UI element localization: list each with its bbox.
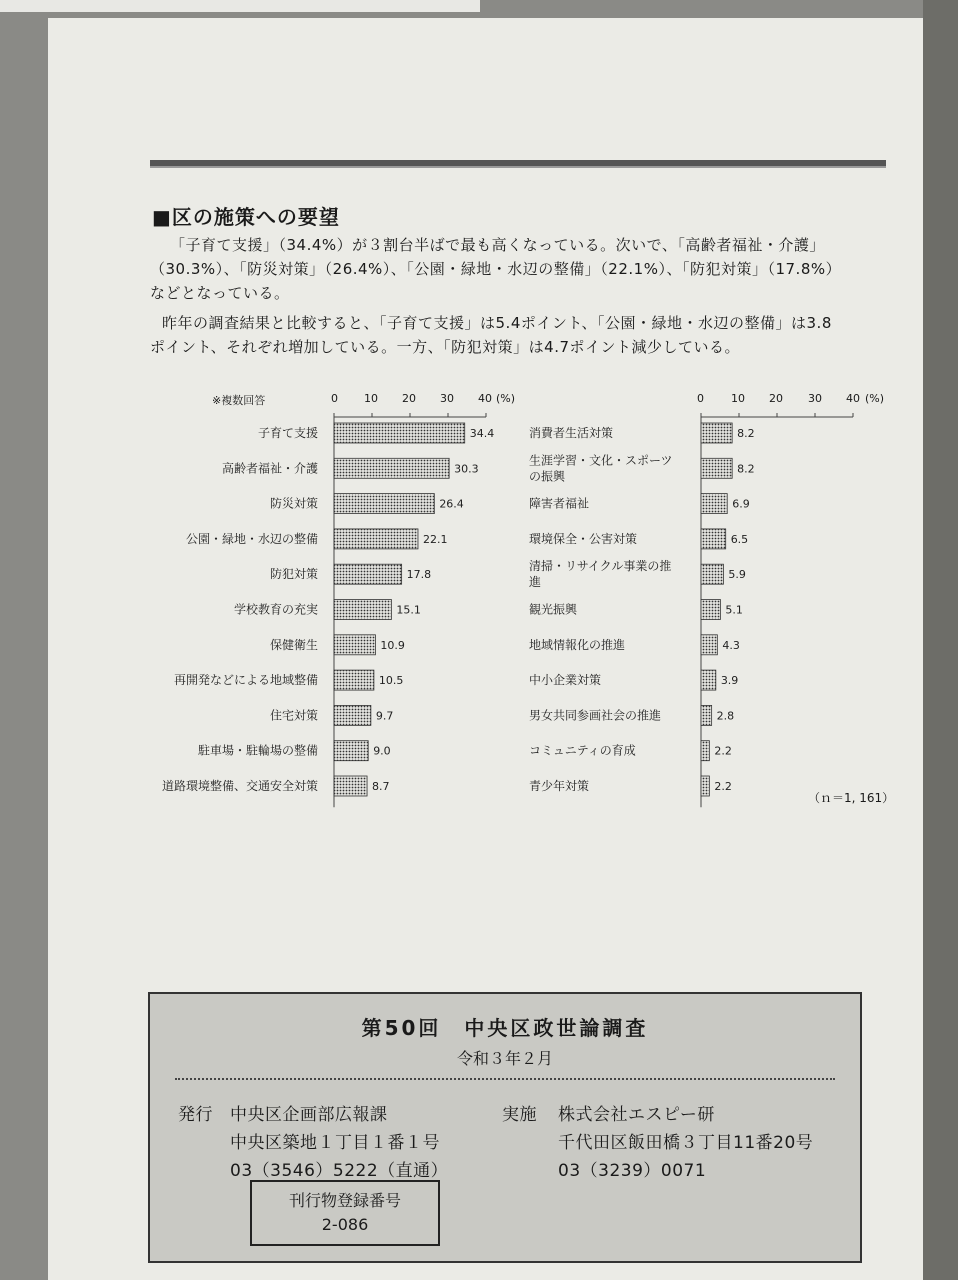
tick-label: 30	[808, 392, 822, 405]
bar-value-label: 5.9	[728, 568, 746, 582]
axis-unit: (%)	[865, 392, 885, 405]
bar	[701, 600, 720, 620]
category-label: 再開発などによる地域整備	[173, 673, 318, 688]
tick-label: 10	[731, 392, 745, 405]
paragraph-line: （30.3%）、「防災対策」（26.4%）、「公園・緑地・水辺の整備」（22.1%）、「防犯対策」（17.8%）	[150, 260, 842, 278]
bar-value-label: 9.7	[375, 709, 394, 723]
chart-note: ※複数回答	[212, 394, 266, 407]
bar-value-label: 4.3	[722, 638, 740, 652]
bar	[701, 423, 732, 443]
registration-number: 2-086	[321, 1215, 369, 1234]
executor-name: 株式会社エスピー研	[558, 1105, 715, 1125]
publisher-label: 発行	[178, 1105, 213, 1125]
bar	[701, 776, 709, 796]
bar-value-label: 6.9	[732, 497, 750, 511]
bar-value-label: 34.4	[469, 427, 495, 440]
category-label: 保健衛生	[269, 637, 318, 652]
bar-value-label: 2.8	[716, 709, 735, 723]
bar-value-label: 2.2	[714, 780, 732, 793]
publisher-name: 中央区企画部広報課	[230, 1105, 388, 1125]
bar	[334, 458, 449, 478]
category-label: 男女共同参画社会の推進	[529, 708, 662, 723]
category-label: 障害者福祉	[529, 496, 590, 511]
bar-value-label: 22.1	[422, 532, 448, 546]
chart-left	[162, 413, 494, 807]
tick-label: 20	[402, 392, 416, 405]
bar	[334, 564, 402, 584]
category-label: 生涯学習・文化・スポーツ	[529, 453, 673, 468]
category-label: コミュニティの育成	[529, 743, 636, 758]
category-label: 消費者生活対策	[529, 426, 614, 440]
tick-label: 0	[331, 392, 338, 405]
paragraph-line: 昨年の調査結果と比較すると、「子育て支援」は5.4ポイント、「公園・緑地・水辺の整備」は3.8	[162, 314, 832, 332]
category-label: 駐車場・駐輪場の整備	[197, 743, 318, 758]
tick-label: 40	[846, 392, 860, 405]
bar-value-label: 8.2	[737, 427, 755, 440]
category-label: 子育て支援	[257, 426, 318, 440]
bar	[334, 635, 375, 655]
section-heading: ■区の施策への要望	[152, 205, 340, 229]
executor-label: 実施	[502, 1105, 537, 1125]
category-label: 防犯対策	[269, 567, 318, 582]
publication-info-box	[148, 992, 862, 1263]
executor-address: 千代田区飯田橋３丁目11番20号	[558, 1133, 814, 1153]
survey-date: 令和３年２月	[456, 1049, 553, 1068]
category-label: 学校教育の充実	[233, 602, 318, 617]
category-label: 防災対策	[269, 496, 318, 511]
category-label: 清掃・リサイクル事業の推	[529, 559, 672, 574]
category-label: 道路環境整備、交通安全対策	[161, 779, 318, 793]
bar-value-label: 30.3	[454, 462, 479, 476]
bar	[334, 600, 391, 620]
bar-value-label: 10.9	[380, 638, 405, 652]
bar	[701, 564, 723, 584]
bar-value-label: 2.2	[714, 744, 732, 758]
bar	[701, 529, 726, 549]
category-label: 観光振興	[529, 602, 578, 617]
bar-value-label: 8.7	[372, 780, 390, 793]
registration-label: 刊行物登録番号	[288, 1191, 401, 1210]
bar-value-label: 15.1	[396, 603, 421, 617]
bar	[701, 705, 712, 725]
survey-title: 第50回 中央区政世論調査	[361, 1016, 649, 1040]
tick-label: 10	[364, 392, 378, 405]
bar	[334, 423, 465, 443]
category-label: 地域情報化の推進	[529, 637, 626, 652]
bar-value-label: 5.1	[725, 603, 743, 617]
category-label: 青少年対策	[529, 779, 590, 793]
sample-size-note: （ｎ＝1, 161）	[808, 791, 895, 805]
bar	[334, 529, 418, 549]
publisher-address: 中央区築地１丁目１番１号	[230, 1133, 440, 1153]
paragraph-line: 「子育て支援」（34.4%）が３割台半ばで最も高くなっている。次いで、「高齢者福祉・介護」	[170, 236, 825, 254]
category-label: 環境保全・公害対策	[529, 531, 638, 546]
paragraph-line: ポイント、それぞれ増加している。一方、「防犯対策」は4.7ポイント減少している。	[150, 338, 741, 356]
bar-value-label: 3.9	[720, 674, 739, 688]
chart-right	[529, 413, 853, 807]
bar-value-label: 26.4	[439, 497, 464, 511]
bar	[334, 776, 367, 796]
bar	[701, 741, 709, 761]
dotted-divider	[175, 1078, 835, 1080]
paragraph-line: などとなっている。	[150, 284, 290, 302]
category-label: 高齢者福祉・介護	[221, 461, 318, 476]
publisher-phone: 03（3546）5222（直通）	[230, 1161, 449, 1181]
bar	[701, 635, 717, 655]
category-label: 進	[529, 575, 542, 590]
category-label: 中小企業対策	[529, 673, 602, 688]
bar	[701, 458, 732, 478]
category-label: の振興	[529, 469, 566, 484]
bar	[334, 670, 374, 690]
registration-box	[250, 1180, 440, 1246]
bar	[334, 494, 434, 514]
bar-value-label: 6.5	[730, 532, 749, 546]
bar	[701, 494, 727, 514]
axis-unit: (%)	[496, 392, 516, 405]
tick-label: 0	[697, 392, 704, 405]
bar-value-label: 8.2	[737, 462, 755, 476]
bar-value-label: 9.0	[373, 744, 391, 758]
bar	[334, 741, 368, 761]
category-label: 住宅対策	[269, 708, 318, 723]
tick-label: 20	[769, 392, 783, 405]
bar	[701, 670, 716, 690]
category-label: 公園・緑地・水辺の整備	[185, 531, 318, 546]
bar-value-label: 17.8	[406, 568, 432, 582]
bar	[334, 705, 371, 725]
tick-label: 40	[478, 392, 492, 405]
bar-value-label: 10.5	[378, 674, 404, 688]
tick-label: 30	[440, 392, 454, 405]
executor-phone: 03（3239）0071	[558, 1161, 707, 1181]
